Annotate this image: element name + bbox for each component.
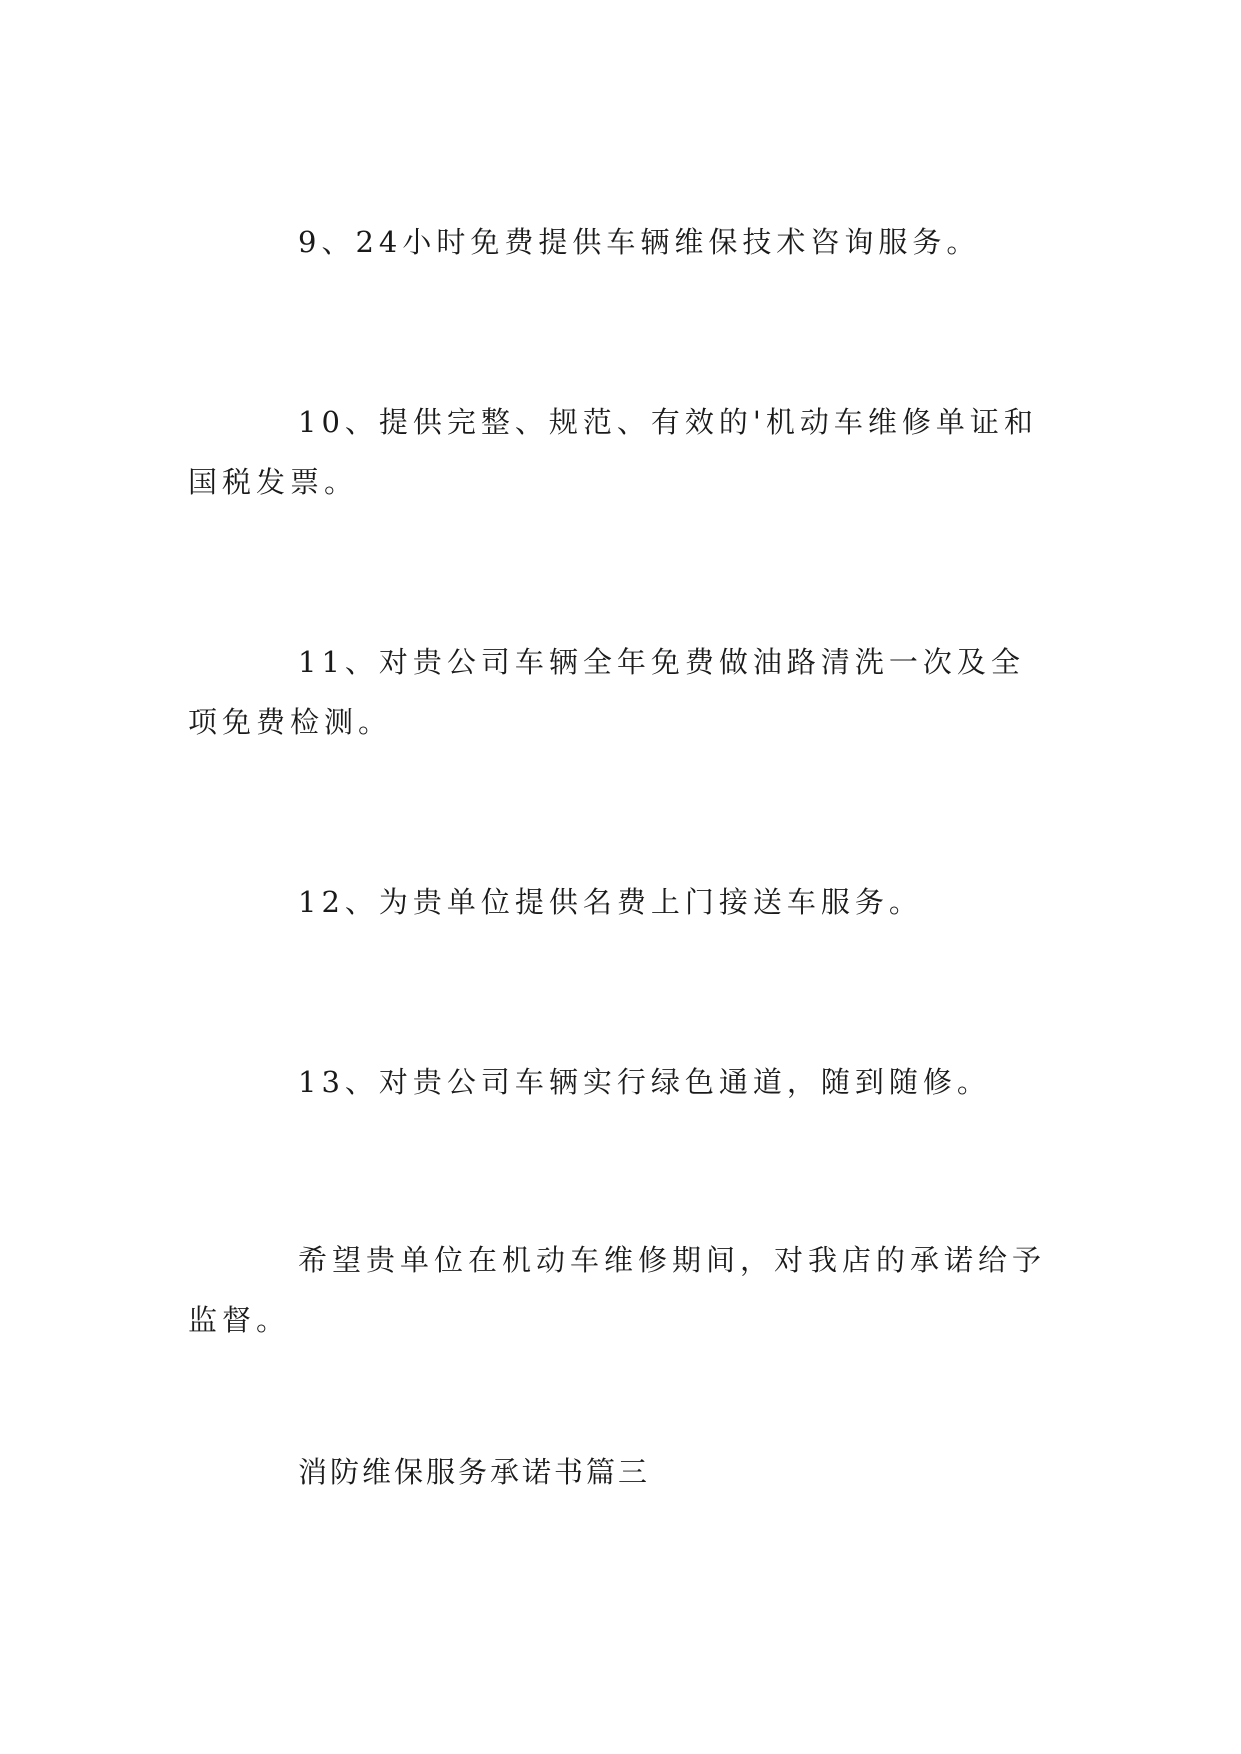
paragraph-item-10: 10、提供完整、规范、有效的'机动车维修单证和国税发票。 (188, 405, 1038, 499)
paragraph-item-12: 12、为贵单位提供名费上门接送车服务。 (298, 885, 923, 919)
paragraph-item-9: 9、24小时免费提供车辆维保技术咨询服务。 (298, 225, 981, 259)
paragraph-item-11: 11、对贵公司车辆全年免费做油路清洗一次及全项免费检测。 (188, 645, 1025, 739)
closing-paragraph: 希望贵单位在机动车维修期间，对我店的承诺给予监督。 (188, 1243, 1047, 1337)
section-heading: 消防维保服务承诺书篇三 (298, 1455, 651, 1489)
paragraph-item-13: 13、对贵公司车辆实行绿色通道，随到随修。 (298, 1065, 991, 1099)
